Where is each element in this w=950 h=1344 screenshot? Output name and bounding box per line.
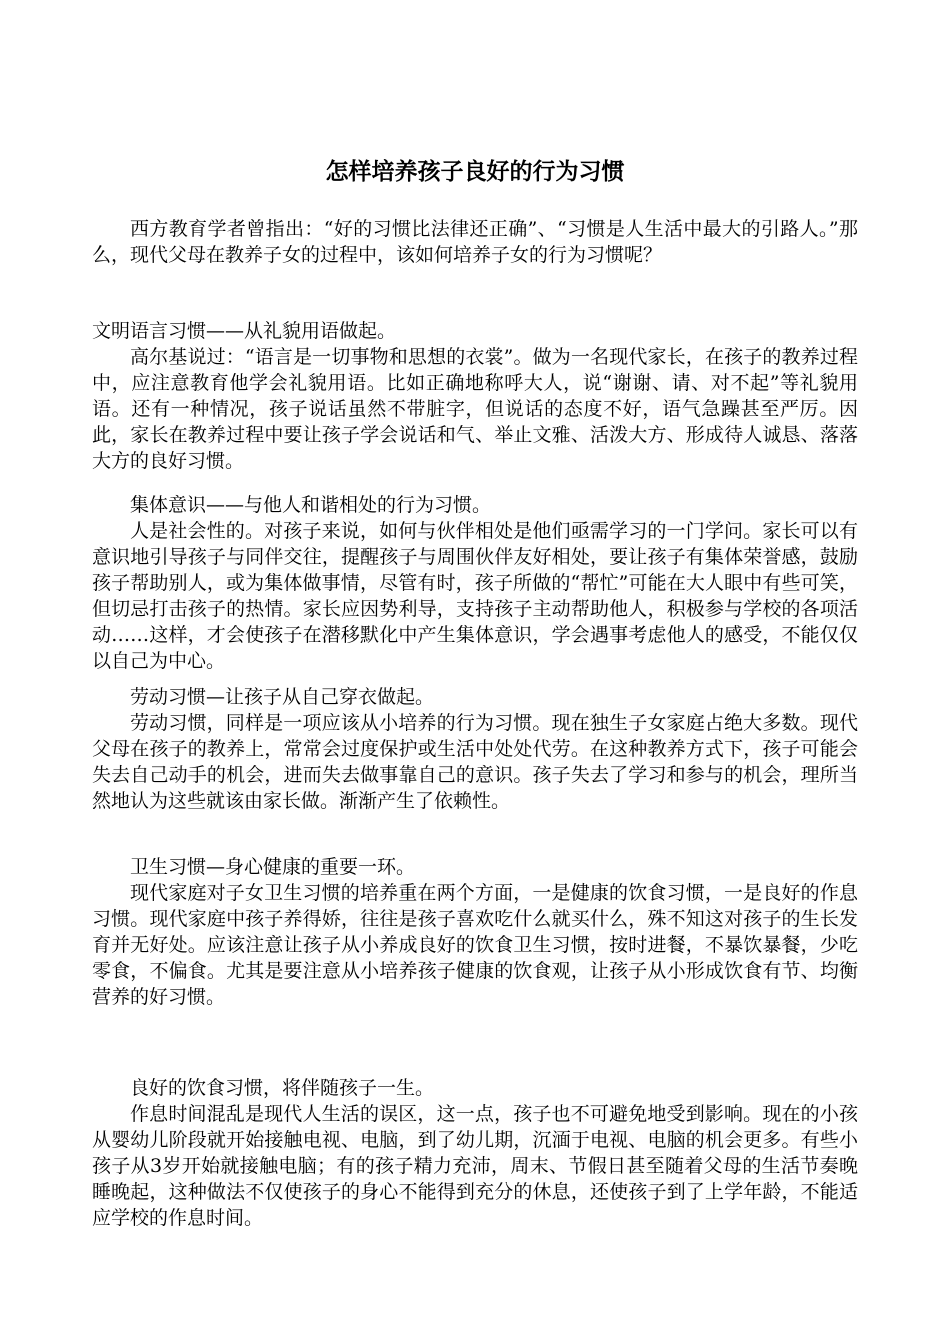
section-heading-hygiene: 卫生习惯—身心健康的重要一环。 (130, 856, 416, 878)
section-heading-speech: 文明语言习惯——从礼貌用语做起。 (92, 320, 397, 342)
section-body-collective: 人是社会性的。对孩子来说，如何与伙伴相处是他们亟需学习的一门学问。家长可以有意识地引导孩子与同伴交往，提醒孩子与周围伙伴友好相处，要让孩子有集体荣誉感，鼓励孩子帮助别人，或为集体做事情，尽管有时，孩子所做的“帮忙”可能在大人眼中有些可笑，但切忌打击孩子的热情。家长应因势利导，支持孩子主动帮助他人，积极参与学校的各项活动……这样，才会使孩子在潜移默化中产生集体意识，学会遇事考虑他人的感受，不能仅仅以自己为中心。 (92, 520, 858, 672)
intro-paragraph: 西方教育学者曾指出：“好的习惯比法律还正确”、“习惯是人生活中最大的引路人。”那么，现代父母在教养子女的过程中，该如何培养子女的行为习惯呢？ (92, 218, 858, 266)
section-body-labor: 劳动习惯，同样是一项应该从小培养的行为习惯。现在独生子女家庭占绝大多数。现代父母在孩子的教养上，常常会过度保护或生活中处处代劳。在这种教养方式下，孩子可能会失去自己动手的机会，进而失去做事靠自己的意识。孩子失去了学习和参与的机会，理所当然地认为这些就该由家长做。渐渐产生了依赖性。 (92, 712, 858, 812)
document-title: 怎样培养孩子良好的行为习惯 (325, 159, 625, 185)
section-body-speech: 高尔基说过：“语言是一切事物和思想的衣裳”。做为一名现代家长，在孩子的教养过程中，应注意教育他学会礼貌用语。比如正确地称呼大人，说“谢谢、请、对不起”等礼貌用语。还有一种情况，孩子说话虽然不带脏字，但说话的态度不好，语气急躁甚至严厉。因此，家长在教养过程中要让孩子学会说话和气、举止文雅、活泼大方、形成待人诚恳、落落大方的良好习惯。 (92, 346, 858, 472)
section-body-hygiene: 现代家庭对子女卫生习惯的培养重在两个方面，一是健康的饮食习惯，一是良好的作息习惯。现代家庭中孩子养得娇，往往是孩子喜欢吃什么就买什么，殊不知这对孩子的生长发育并无好处。应该注意让孩子从小养成良好的饮食卫生习惯，按时进餐，不暴饮暴餐，少吃零食，不偏食。尤其是要注意从小培养孩子健康的饮食观，让孩子从小形成饮食有节、均衡营养的好习惯。 (92, 882, 858, 1008)
document-page (92, 0, 858, 1344)
section-heading-labor: 劳动习惯—让孩子从自己穿衣做起。 (130, 686, 435, 708)
section-heading-diet: 良好的饮食习惯，将伴随孩子一生。 (130, 1077, 435, 1099)
section-heading-collective: 集体意识——与他人和谐相处的行为习惯。 (130, 494, 492, 516)
section-body-diet: 作息时间混乱是现代人生活的误区，这一点，孩子也不可避免地受到影响。现在的小孩从婴幼儿阶段就开始接触电视、电脑，到了幼儿期，沉湎于电视、电脑的机会更多。有些小孩子从3岁开始就接触电脑；有的孩子精力充沛，周末、节假日甚至随着父母的生活节奏晚睡晚起，这种做法不仅使孩子的身心不能得到充分的休息，还使孩子到了上学年龄，不能适应学校的作息时间。 (92, 1103, 858, 1229)
